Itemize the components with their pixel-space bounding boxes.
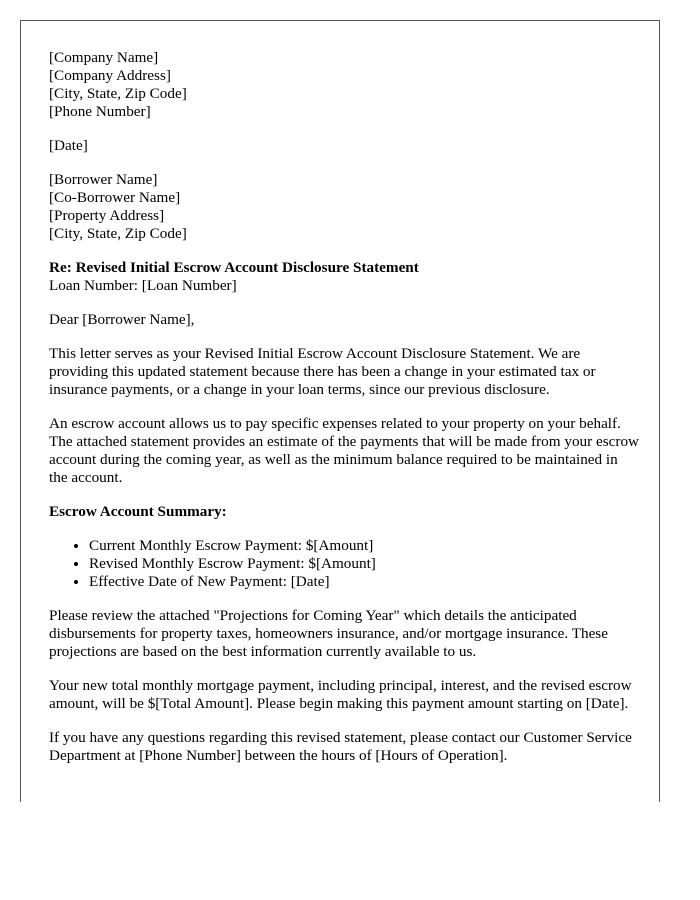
- borrower-name: [Borrower Name]: [49, 171, 158, 188]
- salutation: Dear [Borrower Name],: [49, 311, 195, 328]
- paragraph-projections: Please review the attached "Projections for Coming Year" which details the anticipated disbursements for property taxes, homeowners insurance, and/or mortgage insurance. These projections are based on the best information currently available to us.: [49, 607, 608, 660]
- loan-number: Loan Number: [Loan Number]: [49, 277, 237, 294]
- paragraph-purpose: This letter serves as your Revised Initial Escrow Account Disclosure Statement. We are providing this updated statement because there has been a change in your estimated tax or insurance payments, or a change in your loan terms, since our previous disclosure.: [49, 345, 596, 398]
- letter-page: [20, 20, 660, 802]
- list-item: • Revised Monthly Escrow Payment: $[Amount]: [89, 555, 639, 573]
- paragraph-contact: If you have any questions regarding this revised statement, please contact our Customer Service Department at [Phone Number] between the hours of [Hours of Operation].: [49, 729, 632, 764]
- company-city-state-zip: [City, State, Zip Code]: [49, 85, 187, 102]
- subject-re-line: Re: Revised Initial Escrow Account Disclosure Statement: [49, 259, 419, 276]
- company-phone: [Phone Number]: [49, 103, 151, 120]
- company-address: [Company Address]: [49, 67, 171, 84]
- summary-heading: Escrow Account Summary:: [49, 503, 227, 520]
- summary-list: [49, 537, 639, 591]
- letter-content: [49, 49, 639, 781]
- letter-date: [Date]: [49, 137, 88, 154]
- sender-block: [49, 49, 639, 121]
- list-item: • Effective Date of New Payment: [Date]: [89, 573, 639, 591]
- subject-block: [49, 259, 639, 295]
- recipient-block: [49, 171, 639, 243]
- date-block: [49, 137, 639, 155]
- paragraph-escrow-explanation: An escrow account allows us to pay specific expenses related to your property on your behalf. The attached statement provides an estimate of the payments that will be made from your escrow account during the coming year, as well as the minimum balance required to be maintained in the account.: [49, 415, 640, 486]
- co-borrower-name: [Co-Borrower Name]: [49, 189, 181, 206]
- list-item: • Current Monthly Escrow Payment: $[Amount]: [89, 537, 639, 555]
- recipient-city-state-zip: [City, State, Zip Code]: [49, 225, 187, 242]
- property-address: [Property Address]: [49, 207, 165, 224]
- paragraph-new-payment: Your new total monthly mortgage payment, including principal, interest, and the revised escrow amount, will be $[Total Amount]. Please begin making this payment amount starting on [Date].: [49, 677, 632, 712]
- company-name: [Company Name]: [49, 49, 159, 66]
